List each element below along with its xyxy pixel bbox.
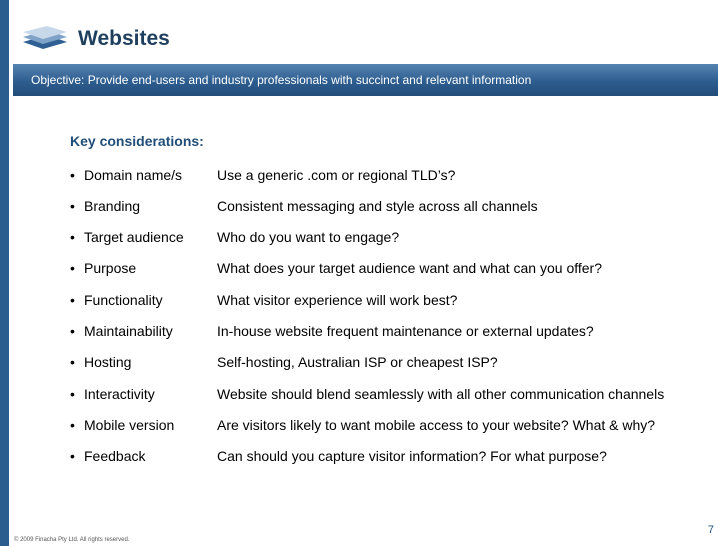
bullet-icon: •	[70, 448, 75, 464]
bullet-icon: •	[70, 354, 75, 370]
key-considerations-heading: Key considerations:	[70, 133, 204, 149]
page-number: 7	[707, 524, 714, 536]
bullet-icon: •	[70, 260, 75, 276]
bullet-icon: •	[70, 417, 75, 433]
bullet-icon: •	[70, 323, 75, 339]
list-item	[70, 227, 710, 247]
consideration-description: Are visitors likely to want mobile access to your website? What & why?	[217, 417, 656, 433]
consideration-term	[70, 352, 131, 372]
bullet-icon: •	[70, 386, 75, 402]
consideration-description: Consistent messaging and style across all channels	[217, 198, 538, 214]
list-item	[70, 384, 710, 404]
consideration-description: Can should you capture visitor information? For what purpose?	[217, 448, 607, 464]
consideration-description: Who do you want to engage?	[217, 229, 400, 245]
list-item	[70, 415, 710, 435]
consideration-description: Use a generic .com or regional TLD’s?	[217, 167, 456, 183]
list-item	[70, 196, 710, 216]
copyright-notice: © 2009 Finacha Pty Ltd. All rights reserved.	[14, 537, 130, 543]
term-label: Functionality	[84, 292, 163, 308]
list-item	[70, 165, 710, 185]
term-label: Hosting	[84, 354, 132, 370]
term-label: Feedback	[84, 448, 146, 464]
consideration-term	[70, 165, 182, 185]
list-item	[70, 290, 710, 310]
consideration-term	[70, 196, 140, 216]
term-label: Purpose	[84, 260, 137, 276]
bullet-icon: •	[70, 292, 75, 308]
objective-banner	[13, 64, 718, 96]
term-label: Target audience	[84, 229, 184, 245]
bullet-icon: •	[70, 229, 75, 245]
consideration-description: In-house website frequent maintenance or external updates?	[217, 323, 594, 339]
list-item	[70, 446, 710, 466]
objective-text: Objective: Provide end-users and industry professionals with succinct and relevant information	[31, 73, 532, 87]
consideration-description: What does your target audience want and what can you offer?	[217, 260, 602, 276]
stacked-diamonds-logo	[20, 26, 70, 52]
consideration-description: Self-hosting, Australian ISP or cheapest ISP?	[217, 354, 498, 370]
term-label: Domain name/s	[84, 167, 183, 183]
left-accent-bar	[0, 0, 9, 546]
list-item	[70, 352, 710, 372]
consideration-term	[70, 384, 155, 404]
consideration-description: What visitor experience will work best?	[217, 292, 458, 308]
consideration-term	[70, 290, 163, 310]
bullet-icon: •	[70, 167, 75, 183]
consideration-term	[70, 258, 136, 278]
list-item	[70, 258, 710, 278]
term-label: Mobile version	[84, 417, 175, 433]
term-label: Interactivity	[84, 386, 155, 402]
term-label: Branding	[84, 198, 141, 214]
page-title: Websites	[78, 27, 170, 50]
consideration-description: Website should blend seamlessly with all other communication channels	[217, 386, 665, 402]
consideration-term	[70, 321, 173, 341]
list-item	[70, 321, 710, 341]
consideration-term	[70, 227, 184, 247]
term-label: Maintainability	[84, 323, 173, 339]
consideration-term	[70, 415, 174, 435]
consideration-term	[70, 446, 145, 466]
bullet-icon: •	[70, 198, 75, 214]
